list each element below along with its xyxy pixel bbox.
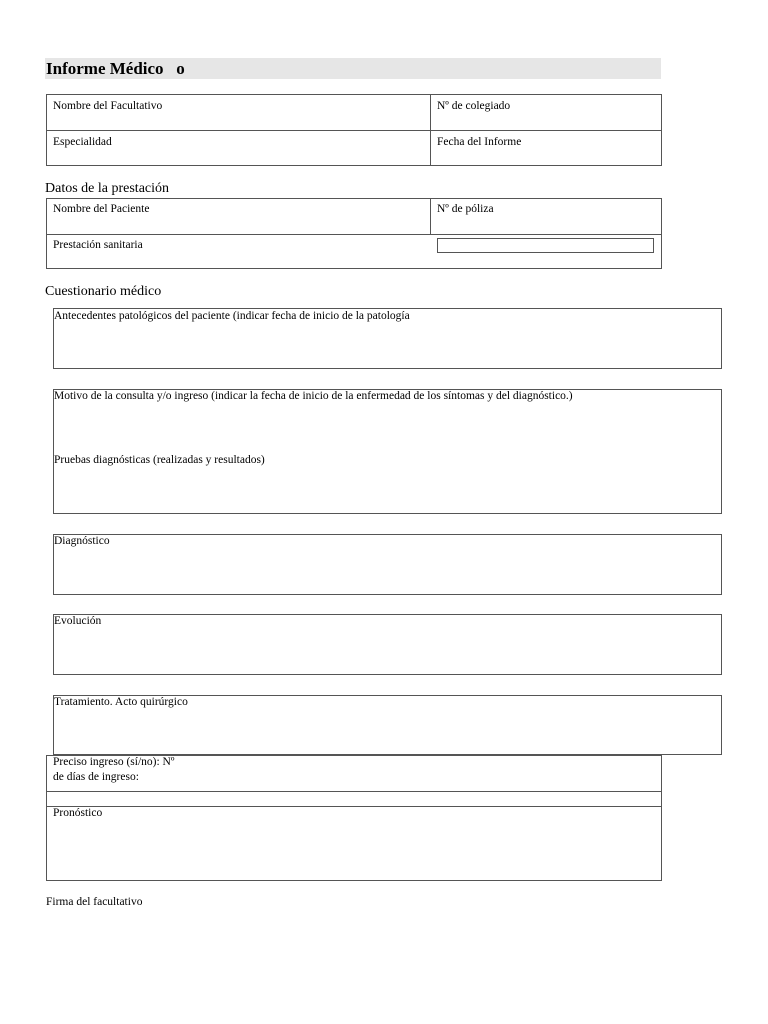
signature-label: Firma del facultativo [46,896,143,908]
tests-label: Pruebas diagnósticas (realizadas y resultados) [54,454,265,466]
history-label: Antecedentes patológicos del paciente (indicar fecha de inicio de la patología [54,310,410,322]
doctor-name-field[interactable]: Nombre del Facultativo [53,100,163,112]
service-table-divider [430,198,431,234]
policy-number-field[interactable]: Nº de póliza [437,203,494,215]
patient-name-field[interactable]: Nombre del Paciente [53,203,150,215]
admission-label-line2[interactable]: de días de ingreso: [53,771,139,783]
admission-divider-1 [46,791,662,792]
treatment-label: Tratamiento. Acto quirúrgico [54,696,188,708]
license-number-field[interactable]: Nº de colegiado [437,100,511,112]
doctor-table-row-divider [46,130,662,131]
evolution-label: Evolución [54,615,102,627]
service-label: Prestación sanitaria [53,239,143,251]
service-section-heading: Datos de la prestación [45,181,170,196]
reason-tests-box[interactable] [53,389,722,514]
reason-label: Motivo de la consulta y/o ingreso (indicar la fecha de inicio de la enfermedad de los síntomas y del diagnóstico.) [54,390,573,402]
diagnosis-label: Diagnóstico [54,535,110,547]
admission-divider-2 [46,806,662,807]
evolution-box[interactable] [53,614,722,675]
report-date-field[interactable]: Fecha del Informe [437,136,522,148]
diagnosis-box[interactable] [53,534,722,595]
service-table-row-divider [46,234,662,235]
page-title: Informe Médico o [46,59,185,78]
prognosis-label[interactable]: Pronóstico [53,807,103,819]
questionnaire-heading: Cuestionario médico [45,284,162,299]
service-input[interactable] [437,238,654,253]
admission-label-line1[interactable]: Preciso ingreso (sí/no): Nº [53,756,175,768]
specialty-field[interactable]: Especialidad [53,136,112,148]
